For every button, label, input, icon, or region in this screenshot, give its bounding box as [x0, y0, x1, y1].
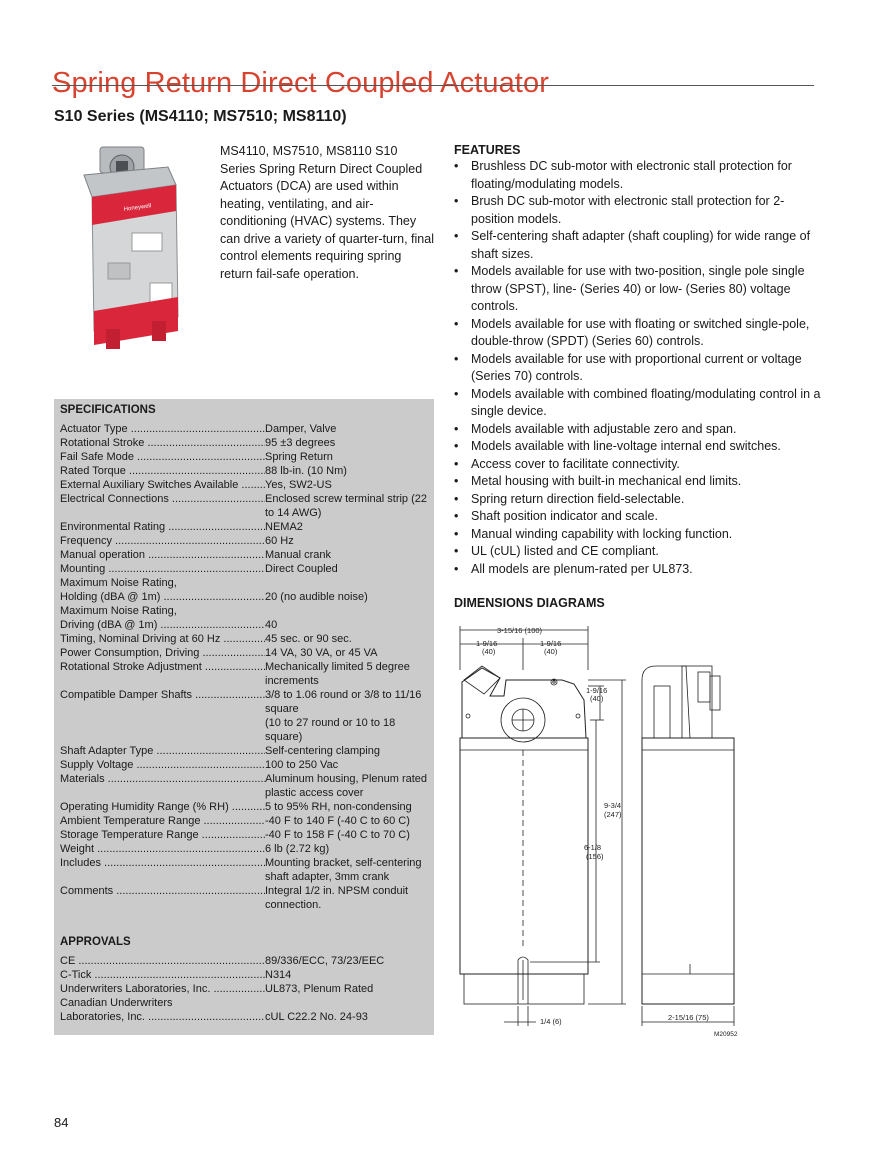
spec-label: Maximum Noise Rating,: [60, 605, 177, 617]
dim-left-half-mm: (40): [482, 647, 496, 656]
feature-item: • Access cover to facilitate connectivity.: [454, 456, 824, 474]
spec-value: (10 to 27 round or 10 to 18 square): [265, 717, 396, 743]
spec-row: [60, 744, 428, 758]
specifications-panel: [54, 399, 434, 1035]
spec-label: Manual operation .....: [60, 548, 265, 562]
spec-value: Self-centering clamping: [265, 745, 380, 757]
approvals-section: [60, 935, 428, 1024]
feature-item: • Models available with combined floating/modulating control in a single device.: [454, 386, 824, 421]
spec-row: [60, 450, 428, 464]
feature-item: • Models available with line-voltage internal end switches.: [454, 438, 824, 456]
spec-label: Timing, Nominal Driving at 60 Hz .....: [60, 632, 265, 646]
page-number: 84: [54, 1115, 69, 1130]
approval-label: Underwriters Laboratories, Inc. .....: [60, 982, 265, 996]
spec-label: Storage Temperature Range .....: [60, 828, 265, 842]
spec-label: Electrical Connections .....: [60, 492, 265, 520]
feature-item: • Metal housing with built-in mechanical end limits.: [454, 473, 824, 491]
dim-right-half: 1-9/16: [540, 639, 562, 648]
approval-value: N314: [265, 969, 292, 981]
approval-value: UL873, Plenum Rated: [265, 983, 374, 995]
spec-value: 20 (no audible noise): [265, 591, 368, 603]
spec-row: [60, 814, 428, 828]
feature-item: • Brush DC sub-motor with electronic stall protection for 2-position models.: [454, 193, 824, 228]
spec-value: Mounting bracket, self-centering shaft adapter, 3mm crank: [265, 857, 422, 883]
feature-item: • Models available for use with floating or switched single-pole, double-throw (SPDT) (Series 60) controls.: [454, 316, 824, 351]
spec-label: Shaft Adapter Type .....: [60, 744, 265, 758]
spec-row: [60, 688, 428, 716]
dimensions-diagram: [454, 620, 784, 1040]
spec-label: Ambient Temperature Range .....: [60, 814, 265, 828]
spec-row: [60, 618, 428, 632]
dim-shaft-offset: 1-9/16: [586, 686, 608, 695]
spec-value: 40: [265, 619, 278, 631]
spec-label: Frequency .....: [60, 534, 265, 548]
approval-label: Canadian Underwriters: [60, 997, 173, 1009]
spec-value: Aluminum housing, Plenum rated plastic access cover: [265, 773, 428, 799]
spec-label: Driving (dBA @ 1m) .....: [60, 618, 265, 632]
spec-label: Rated Torque .....: [60, 464, 265, 478]
spec-value: Manual crank: [265, 549, 332, 561]
approvals-heading: APPROVALS: [60, 936, 131, 948]
spec-label: Environmental Rating .....: [60, 520, 265, 534]
spec-row: [60, 520, 428, 534]
spec-value: -40 F to 140 F (-40 C to 60 C): [265, 815, 410, 827]
dimensions-heading: DIMENSIONS DIAGRAMS: [454, 596, 605, 610]
approval-row: [60, 968, 428, 982]
dim-total-height-mm: (247): [604, 810, 622, 819]
spec-row: [60, 800, 428, 814]
spec-label: Mounting .....: [60, 562, 265, 576]
features-heading: FEATURES: [454, 143, 521, 157]
spec-label: Compatible Damper Shafts .....: [60, 688, 265, 716]
brand-logo: Honeywell: [123, 203, 152, 213]
spec-row: [60, 422, 428, 436]
spec-label: Includes .....: [60, 856, 265, 884]
approval-value: 89/336/ECC, 73/23/EEC: [265, 955, 385, 967]
spec-label: Operating Humidity Range (% RH) .....: [60, 800, 265, 814]
features-list: [454, 158, 824, 578]
title-divider: [52, 85, 814, 86]
feature-item: • Brushless DC sub-motor with electronic stall protection for floating/modulating models.: [454, 158, 824, 193]
spec-label: Comments .....: [60, 884, 265, 912]
feature-item: • Manual winding capability with locking function.: [454, 526, 824, 544]
spec-value: 5 to 95% RH, non-condensing: [265, 801, 412, 813]
spec-label: Power Consumption, Driving .....: [60, 646, 265, 660]
spec-row: [60, 604, 428, 618]
spec-label: Actuator Type .....: [60, 422, 265, 436]
spec-label: Weight .....: [60, 842, 265, 856]
spec-row: [60, 716, 428, 744]
features-section: [454, 143, 824, 578]
dim-right-half-mm: (40): [544, 647, 558, 656]
specifications-heading: SPECIFICATIONS: [60, 404, 156, 416]
spec-value: 45 sec. or 90 sec.: [265, 633, 352, 645]
feature-item: • All models are plenum-rated per UL873.: [454, 561, 824, 579]
approval-row: [60, 954, 428, 968]
spec-row: [60, 464, 428, 478]
spec-row: [60, 646, 428, 660]
spec-label: External Auxiliary Switches Available .....: [60, 478, 265, 492]
approval-label: Laboratories, Inc. .....: [60, 1010, 265, 1024]
page-subtitle: S10 Series (MS4110; MS7510; MS8110): [54, 108, 347, 126]
spec-value: 88 lb-in. (10 Nm): [265, 465, 347, 477]
dim-shaft-to-tab: 6-1/8: [584, 843, 602, 852]
feature-item: • Spring return direction field-selectable.: [454, 491, 824, 509]
spec-value: Damper, Valve: [265, 423, 337, 435]
intro-paragraph: MS4110, MS7510, MS8110 S10 Series Spring Return Direct Coupled Actuators (DCA) are used within heating, ventilating, and air-conditioning (HVAC) systems. They can drive a variety of quarter-turn, final control elements requiring spring return fail-safe operation.: [220, 144, 434, 281]
drawing-number: M20952: [714, 1031, 738, 1038]
spec-row: [60, 576, 428, 590]
feature-item: • Models available for use with proportional current or voltage (Series 70) controls.: [454, 351, 824, 386]
spec-row: [60, 478, 428, 492]
spec-value: Yes, SW2-US: [265, 479, 332, 491]
spec-row: [60, 436, 428, 450]
approval-label: C-Tick .....: [60, 968, 265, 982]
spec-row: [60, 548, 428, 562]
spec-row: [60, 856, 428, 884]
spec-row: [60, 842, 428, 856]
spec-value: NEMA2: [265, 521, 303, 533]
spec-row: [60, 884, 428, 912]
spec-value: Direct Coupled: [265, 563, 338, 575]
feature-item: • UL (cUL) listed and CE compliant.: [454, 543, 824, 561]
spec-label: Rotational Stroke .....: [60, 436, 265, 450]
spec-value: 3/8 to 1.06 round or 3/8 to 11/16 square: [265, 689, 422, 715]
product-photo: [72, 145, 190, 357]
approval-label: CE .....: [60, 954, 265, 968]
spec-row: [60, 492, 428, 520]
spec-label: [60, 716, 265, 744]
dim-total-height: 9-3/4: [604, 801, 622, 810]
spec-label: Materials .....: [60, 772, 265, 800]
spec-value: Spring Return: [265, 451, 333, 463]
spec-value: Integral 1/2 in. NPSM conduit connection.: [265, 885, 409, 911]
dim-overall-width: 3-15/16 (100): [497, 626, 543, 635]
spec-row: [60, 562, 428, 576]
feature-item: • Self-centering shaft adapter (shaft coupling) for wide range of shaft sizes.: [454, 228, 824, 263]
spec-row: [60, 772, 428, 800]
spec-label: Rotational Stroke Adjustment .....: [60, 660, 265, 688]
feature-item: • Models available for use with two-position, single pole single throw (SPST), line- (Series 40) or low- (Series 80) voltage controls.: [454, 263, 824, 316]
dim-shaft-offset-mm: (40): [590, 694, 604, 703]
spec-value: Enclosed screw terminal strip (22 to 14 AWG): [265, 493, 428, 519]
feature-item: • Models available with adjustable zero and span.: [454, 421, 824, 439]
approval-row: [60, 996, 428, 1010]
spec-value: 95 ±3 degrees: [265, 437, 336, 449]
spec-value: 60 Hz: [265, 535, 294, 547]
feature-item: • Shaft position indicator and scale.: [454, 508, 824, 526]
spec-value: 6 lb (2.72 kg): [265, 843, 330, 855]
spec-row: [60, 534, 428, 548]
approval-row: [60, 982, 428, 996]
spec-label: Supply Voltage .....: [60, 758, 265, 772]
spec-value: -40 F to 158 F (-40 C to 70 C): [265, 829, 410, 841]
approval-row: [60, 1010, 428, 1024]
dim-shaft-to-tab-mm: (156): [586, 852, 604, 861]
spec-value: 100 to 250 Vac: [265, 759, 339, 771]
spec-value: Mechanically limited 5 degree increments: [265, 661, 410, 687]
spec-row: [60, 758, 428, 772]
dim-tab-width: 1/4 (6): [540, 1017, 562, 1026]
spec-row: [60, 590, 428, 604]
dim-left-half: 1-9/16: [476, 639, 498, 648]
dim-depth: 2-15/16 (75): [668, 1013, 709, 1022]
spec-row: [60, 828, 428, 842]
page-title: Spring Return Direct Coupled Actuator: [52, 67, 549, 100]
spec-row: [60, 660, 428, 688]
spec-row: [60, 632, 428, 646]
approval-value: cUL C22.2 No. 24-93: [265, 1011, 368, 1023]
spec-label: Maximum Noise Rating,: [60, 577, 177, 589]
spec-label: Fail Safe Mode .....: [60, 450, 265, 464]
spec-table: [60, 422, 428, 912]
spec-label: Holding (dBA @ 1m) .....: [60, 590, 265, 604]
spec-value: 14 VA, 30 VA, or 45 VA: [265, 647, 378, 659]
